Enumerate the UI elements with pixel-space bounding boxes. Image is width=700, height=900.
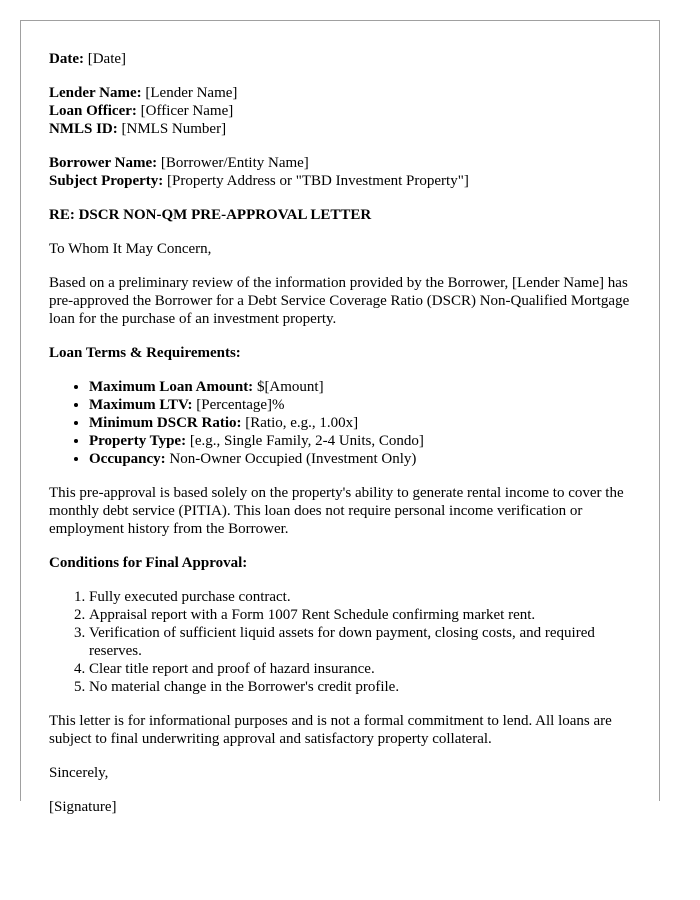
- subject-line-text: RE: DSCR NON-QM PRE-APPROVAL LETTER: [49, 207, 372, 223]
- nmls-line: [49, 120, 631, 138]
- loan-term-item: [89, 414, 631, 432]
- condition-item: 1. Fully executed purchase contract.: [89, 588, 631, 606]
- conditions-list: [49, 588, 631, 696]
- loan-terms-heading-text: Loan Terms & Requirements:: [49, 345, 241, 361]
- basis-paragraph: This pre-approval is based solely on the property's ability to generate rental income to cover the monthly debt service (PITIA). This loan does not require personal income verification or employment history from the Borrower.: [49, 485, 624, 537]
- loan-term-label: Maximum LTV:: [89, 397, 193, 413]
- sign-off: Sincerely,: [49, 765, 109, 781]
- letter-page: [20, 20, 660, 815]
- loan-term-label: Property Type:: [89, 433, 187, 449]
- salutation: To Whom It May Concern,: [49, 241, 212, 257]
- date-value: [Date]: [87, 51, 127, 67]
- loan-term-item: [89, 450, 631, 468]
- lender-info: [49, 84, 631, 138]
- loan-term-value: $[Amount]: [256, 379, 324, 395]
- lender-name-label: Lender Name:: [49, 85, 142, 101]
- borrower-name-line: [49, 154, 631, 172]
- loan-term-value: [Percentage]%: [196, 397, 285, 413]
- loan-terms-heading: [49, 344, 631, 362]
- loan-term-label: Occupancy:: [89, 451, 166, 467]
- loan-term-item: [89, 378, 631, 396]
- lender-name-line: [49, 84, 631, 102]
- intro-paragraph: Based on a preliminary review of the information provided by the Borrower, [Lender Name] has pre-approved the Borrower for a Debt Service Coverage Ratio (DSCR) Non-Qualified Mortgage loan for the purchase of an investment property.: [49, 275, 630, 327]
- nmls-value: [NMLS Number]: [121, 121, 227, 137]
- condition-item: 4. Clear title report and proof of hazard insurance.: [89, 660, 631, 678]
- borrower-info: [49, 154, 631, 190]
- loan-term-item: [89, 396, 631, 414]
- date-line: [49, 50, 631, 68]
- loan-term-value: [Ratio, e.g., 1.00x]: [245, 415, 359, 431]
- conditions-heading: [49, 554, 631, 572]
- subject-property-label: Subject Property:: [49, 173, 164, 189]
- closing-paragraph: This letter is for informational purposes and is not a formal commitment to lend. All loans are subject to final underwriting approval and satisfactory property collateral.: [49, 713, 612, 747]
- letter-content: [21, 21, 659, 816]
- condition-item: 2. Appraisal report with a Form 1007 Rent Schedule confirming market rent.: [89, 606, 631, 624]
- subject-property-value: [Property Address or "TBD Investment Property"]: [167, 173, 469, 189]
- subject-property-line: [49, 172, 631, 190]
- date-label: Date:: [49, 51, 84, 67]
- borrower-name-value: [Borrower/Entity Name]: [160, 155, 309, 171]
- loan-term-value: [e.g., Single Family, 2-4 Units, Condo]: [189, 433, 424, 449]
- borrower-name-label: Borrower Name:: [49, 155, 158, 171]
- loan-term-label: Maximum Loan Amount:: [89, 379, 254, 395]
- conditions-heading-text: Conditions for Final Approval:: [49, 555, 248, 571]
- loan-terms-list: [49, 378, 631, 468]
- loan-officer-value: [Officer Name]: [140, 103, 234, 119]
- loan-officer-label: Loan Officer:: [49, 103, 137, 119]
- signature-placeholder: [Signature]: [49, 799, 117, 815]
- nmls-label: NMLS ID:: [49, 121, 118, 137]
- loan-officer-line: [49, 102, 631, 120]
- loan-term-label: Minimum DSCR Ratio:: [89, 415, 242, 431]
- loan-term-value: Non-Owner Occupied (Investment Only): [169, 451, 417, 467]
- lender-name-value: [Lender Name]: [145, 85, 238, 101]
- condition-item: 5. No material change in the Borrower's credit profile.: [89, 678, 631, 696]
- subject-line: [49, 206, 631, 224]
- condition-item: 3. Verification of sufficient liquid assets for down payment, closing costs, and required reserves.: [89, 624, 631, 660]
- loan-term-item: [89, 432, 631, 450]
